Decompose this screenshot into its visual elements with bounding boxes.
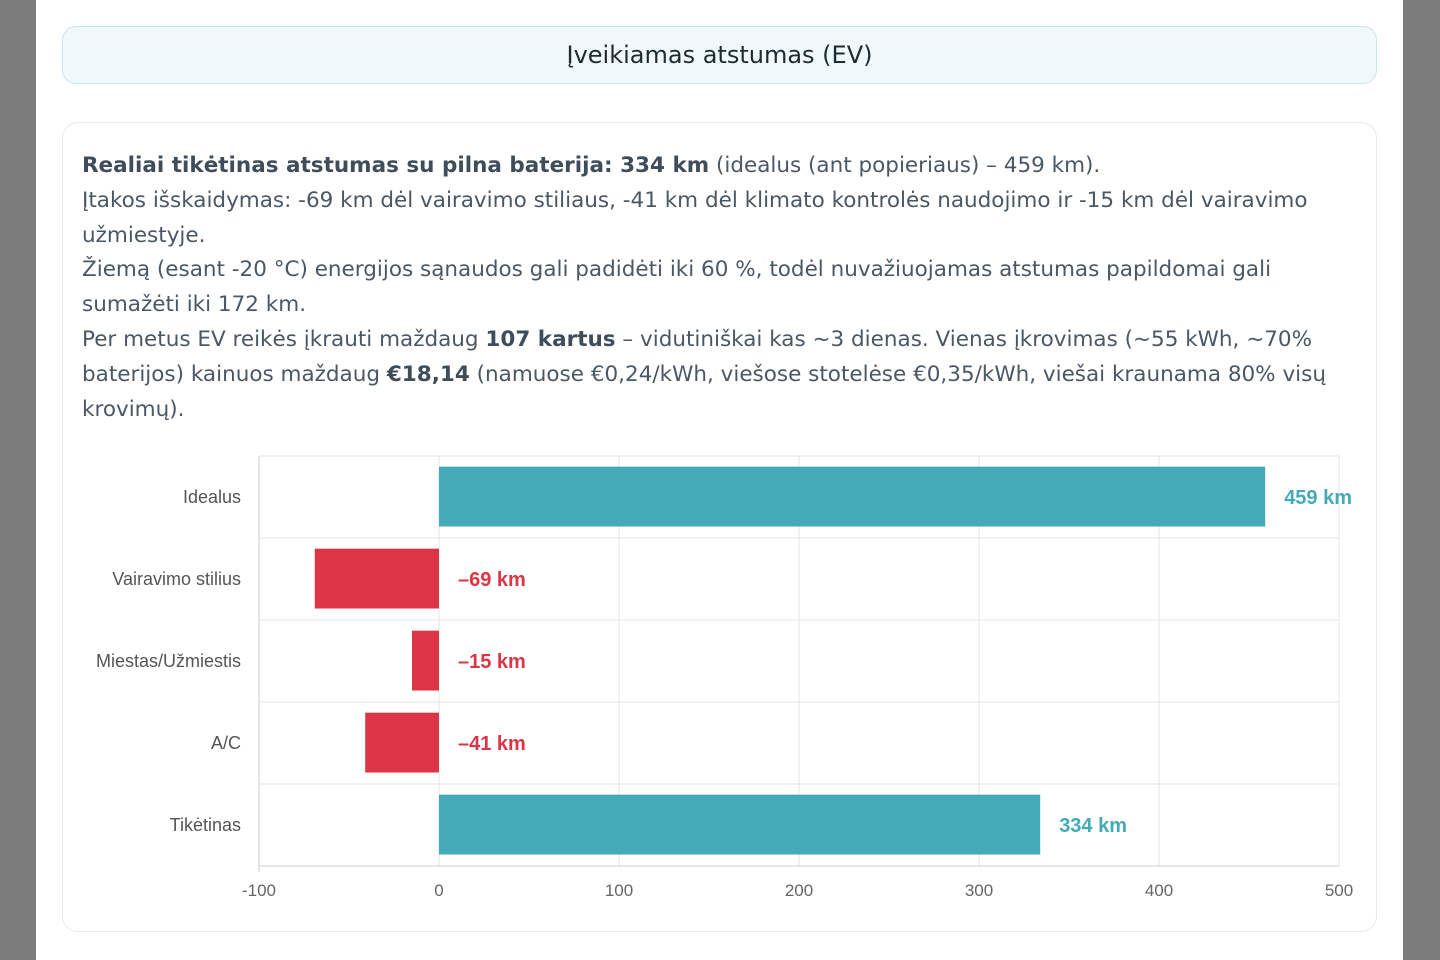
x-tick-label: 500 <box>1324 881 1354 900</box>
x-tick-label: 400 <box>1144 881 1174 900</box>
bar-4 <box>439 795 1040 855</box>
category-label: Idealus <box>182 487 241 507</box>
expected-range-text: Realiai tikėtinas atstumas su pilna baterija: 334 km <box>82 153 710 178</box>
charging-text-a: Per metus EV reikės įkrauti maždaug <box>82 326 486 352</box>
x-tick-label: 100 <box>604 881 634 900</box>
data-label: 334 km <box>1059 815 1128 837</box>
bar-3 <box>365 713 439 773</box>
charging-count: 107 kartus <box>485 326 616 352</box>
range-card <box>62 122 1377 932</box>
summary-line-range <box>82 149 1367 184</box>
data-label: –15 km <box>458 651 526 673</box>
bar-1 <box>315 549 439 609</box>
summary-line-charging <box>82 323 1367 427</box>
category-label: Tikėtinas <box>169 815 241 835</box>
page <box>36 0 1403 960</box>
bar-0 <box>439 467 1265 527</box>
x-tick-label: 0 <box>434 881 444 900</box>
data-label: 459 km <box>1284 487 1353 509</box>
category-label: A/C <box>210 733 241 753</box>
summary-line-breakdown: Įtakos išskaidymas: -69 km dėl vairavimo stiliaus, -41 km dėl klimato kontrolės naudojimo ir -15 km dėl vairavimo užmiestyje. <box>82 187 1308 248</box>
page-title: Įveikiamas atstumas (EV) <box>566 41 873 69</box>
category-label: Miestas/Užmiestis <box>95 651 241 671</box>
range-summary <box>82 149 1367 427</box>
bar-2 <box>412 631 439 691</box>
range-chart-svg <box>63 448 1378 928</box>
category-label: Vairavimo stilius <box>112 569 241 589</box>
data-label: –69 km <box>458 569 526 591</box>
charging-text-c: – vidutiniškai kas ~3 dienas. Vienas įkrovimas (~55 kWh, ~70% baterijos) kainuos maždaug <box>82 326 1313 387</box>
data-label: –41 km <box>458 733 526 755</box>
ideal-range-text: (idealus (ant popieriaus) – 459 km). <box>709 153 1101 178</box>
title-bar <box>62 26 1377 84</box>
x-tick-label: 200 <box>784 881 814 900</box>
charging-cost: €18,14 <box>386 361 470 387</box>
charging-text-e: (namuose €0,24/kWh, viešose stotelėse €0,35/kWh, viešai kraunama 80% visų krovimų). <box>82 361 1326 422</box>
x-tick-label: 300 <box>964 881 994 900</box>
summary-line-winter: Žiemą (esant -20 °C) energijos sąnaudos gali padidėti iki 60 %, todėl nuvažiuojamas atstumas papildomai gali sumažėti iki 172 km. <box>82 257 1272 318</box>
x-tick-label: -100 <box>241 881 277 900</box>
range-chart <box>63 448 1378 928</box>
